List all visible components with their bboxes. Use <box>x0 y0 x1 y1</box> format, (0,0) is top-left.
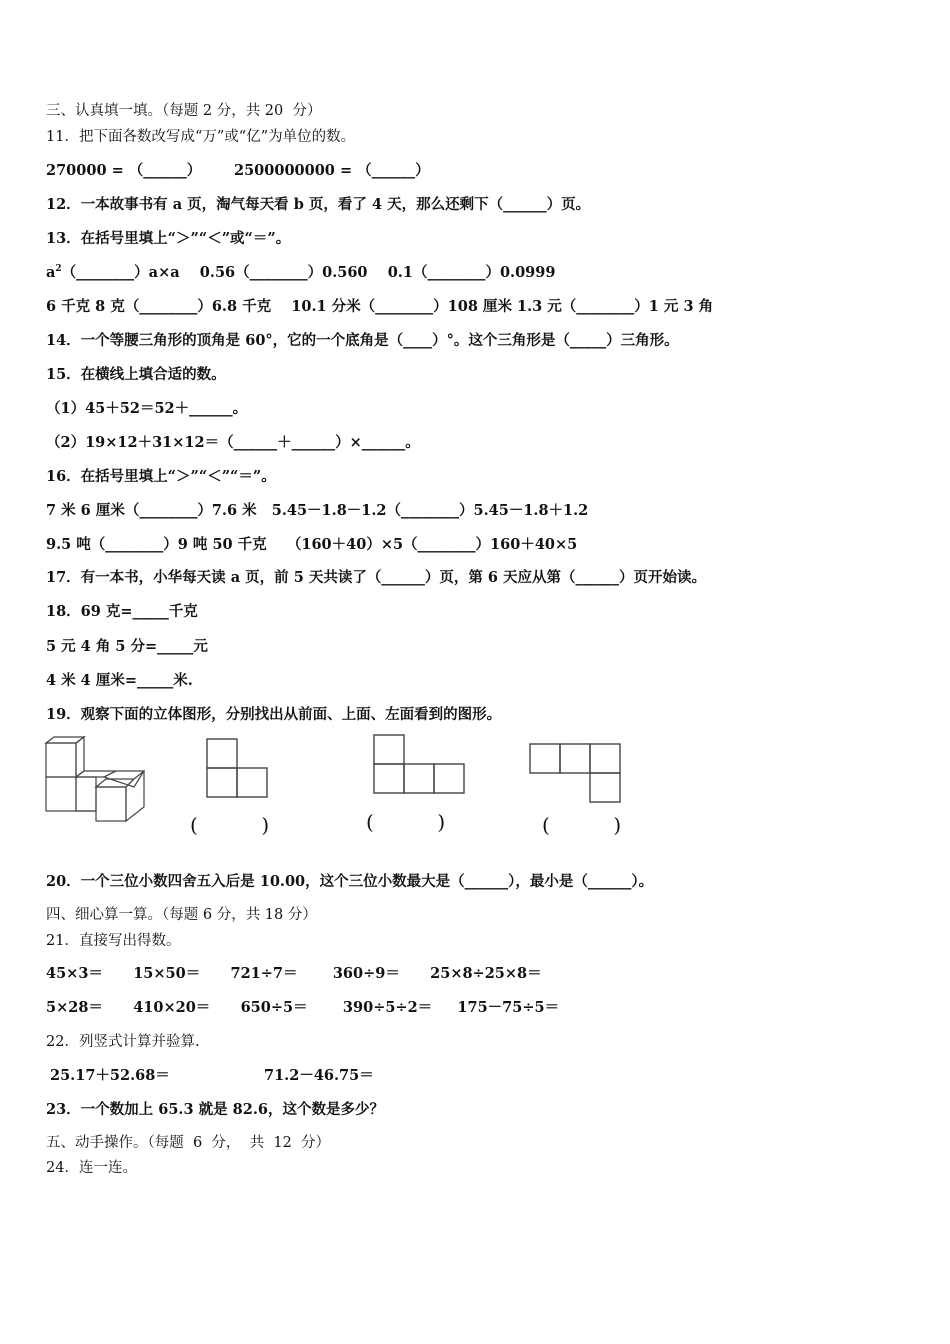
q13-base: a <box>46 264 56 281</box>
question-13-row-2: 6 千克 8 克（________）6.8 千克 10.1 分米（________）108 厘米 1.3 元（________）1 元 3 角 <box>46 298 714 315</box>
question-13-row-1 <box>46 264 555 282</box>
question-15: 15．在横线上填合适的数。 <box>46 366 226 383</box>
q13-row-1-rest: （________）a×a 0.56（________）0.560 0.1（________）0.0999 <box>61 264 556 281</box>
question-14: 14．一个等腰三角形的顶角是 60°，它的一个底角是（____）°。这个三角形是（_____）三角形。 <box>46 332 679 349</box>
section-5-header: 五、动手操作。（每题 6 分， 共 12 分） <box>46 1135 331 1151</box>
question-22: 22．列竖式计算并验算. <box>46 1034 200 1050</box>
question-12: 12．一本故事书有 a 页，淘气每天看 b 页，看了 4 天，那么还剩下（______）页。 <box>46 196 591 213</box>
section-4-header: 四、细心算一算。（每题 6 分，共 18 分） <box>46 907 317 923</box>
view-option-3-answer-blank: ( ) <box>542 813 622 837</box>
view-option-2-figure <box>372 734 466 796</box>
question-16: 16．在括号里填上“＞”“＜”“＝”。 <box>46 468 276 485</box>
question-23: 23．一个数加上 65.3 就是 82.6，这个数是多少？ <box>46 1101 384 1118</box>
view-option-1-figure <box>204 738 270 800</box>
view-option-3-figure <box>528 743 622 805</box>
q13-exponent: 2 <box>55 264 62 275</box>
question-11-item-b: 2500000000 = （______） <box>234 162 430 179</box>
view-option-2-answer-blank: ( ) <box>366 810 446 834</box>
question-17: 17．有一本书，小华每天读 a 页，前 5 天共读了（______）页，第 6 天应从第（______）页开始读。 <box>46 569 707 586</box>
view-option-1-answer-blank: ( ) <box>190 813 270 837</box>
question-16-row-2: 9.5 吨（________）9 吨 50 千克 （160＋40）×5（________）160＋40×5 <box>46 536 578 553</box>
question-18-item-c: 4 米 4 厘米=_____米. <box>46 672 193 689</box>
question-24: 24．连一连。 <box>46 1160 137 1176</box>
question-21-row-1: 45×3＝ 15×50＝ 721÷7＝ 360÷9＝ 25×8÷25×8＝ <box>46 965 542 982</box>
section-3-header: 三、认真填一填。（每题 2 分，共 20 分） <box>46 103 322 119</box>
question-15-item-1: （1）45＋52＝52＋______。 <box>46 400 248 417</box>
question-21-row-2: 5×28＝ 410×20＝ 650÷5＝ 390÷5÷2＝ 175－75÷5＝ <box>46 999 560 1016</box>
question-13: 13．在括号里填上“＞”“＜”或“＝”。 <box>46 230 291 247</box>
question-15-item-2: （2）19×12＋31×12＝（______＋______）×______。 <box>46 434 420 451</box>
question-11: 11．把下面各数改写成“万”或“亿”为单位的数。 <box>46 129 356 145</box>
question-16-row-1: 7 米 6 厘米（________）7.6 米 5.45－1.8－1.2（________）5.45－1.8＋1.2 <box>46 502 589 519</box>
question-19: 19．观察下面的立体图形，分别找出从前面、上面、左面看到的图形。 <box>46 706 502 723</box>
question-18-item-b: 5 元 4 角 5 分=_____元 <box>46 638 208 655</box>
cube-solid-figure <box>44 735 150 823</box>
question-22-item-b: 71.2－46.75＝ <box>264 1067 374 1084</box>
question-18: 18．69 克=_____千克 <box>46 603 198 620</box>
question-21: 21．直接写出得数。 <box>46 933 181 949</box>
question-22-item-a: 25.17＋52.68＝ <box>50 1067 170 1084</box>
question-11-item-a: 270000 = （______） <box>46 162 202 179</box>
question-20: 20．一个三位小数四舍五入后是 10.00，这个三位小数最大是（______），最小是（______）。 <box>46 873 654 890</box>
